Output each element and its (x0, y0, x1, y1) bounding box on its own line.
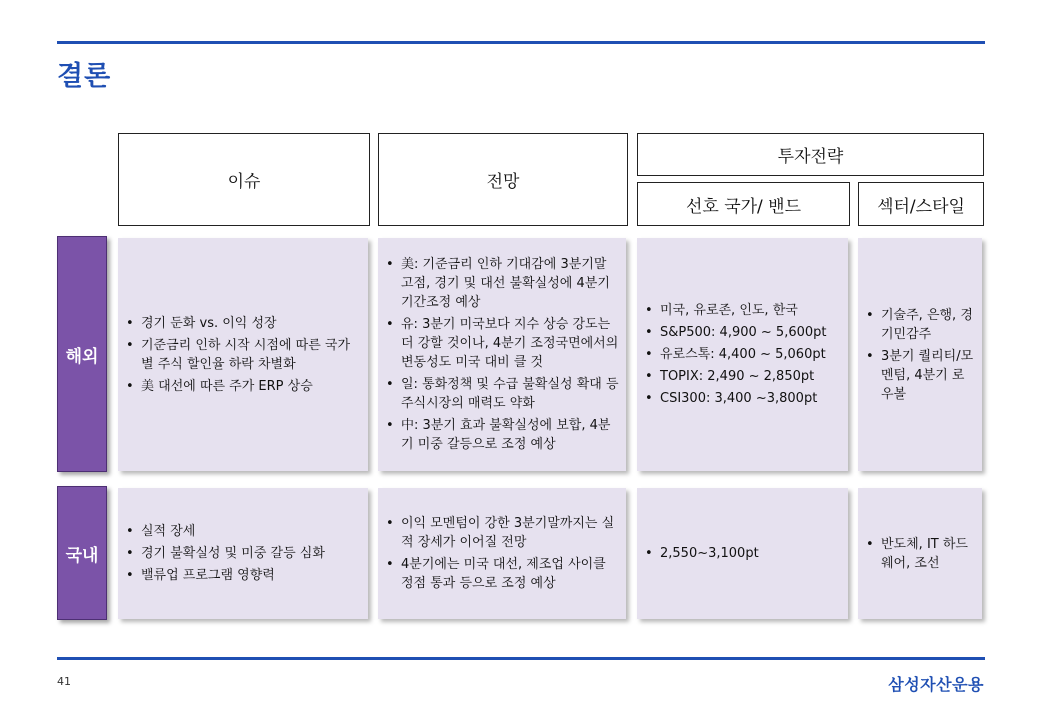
header-strategy (637, 133, 984, 176)
list-item: • 유로스톡: 4,400 ~ 5,060pt (643, 345, 842, 364)
domestic-sector-cell (858, 488, 982, 619)
page-title: 결론 (57, 61, 112, 92)
header-country-label: 선호 국가/ 밴드 (685, 196, 802, 217)
overseas-country-cell (637, 238, 848, 471)
list-item: • 美: 기준금리 인하 기대감에 3분기말 고점, 경기 및 대선 불확실성에 4분기 기간조정 예상 (384, 255, 620, 312)
overseas-issue-cell (118, 238, 368, 471)
header-issue-label: 이슈 (227, 172, 261, 192)
list-item: • 기준금리 인하 시작 시점에 따른 국가별 주식 할인율 하락 차별화 (124, 336, 362, 374)
header-sector-label: 섹터/스타일 (877, 196, 965, 217)
list-item: • 일: 통화정책 및 수급 불확실성 확대 등 주식시장의 매력도 약화 (384, 375, 620, 413)
list-item: • 반도체, IT 하드웨어, 조선 (864, 535, 976, 573)
company-logo: 삼성자산운용 (888, 675, 984, 694)
list-item: • 美 대선에 따른 주가 ERP 상승 (124, 377, 362, 396)
bullet-list (124, 311, 362, 399)
list-item: • 이익 모멘텀이 강한 3분기말까지는 실적 장세가 이어질 전망 (384, 514, 620, 552)
list-item: • 실적 장세 (124, 522, 362, 541)
overseas-sector-cell (858, 238, 982, 471)
page-number: 41 (57, 675, 71, 688)
list-item: • 경기 둔화 vs. 이익 성장 (124, 314, 362, 333)
bullet-list (643, 298, 842, 411)
list-item: • 2,550~3,100pt (643, 544, 842, 563)
header-strategy-label: 투자전략 (777, 147, 844, 167)
row-label-domestic (57, 486, 107, 620)
list-item: • 경기 불확실성 및 미중 갈등 심화 (124, 544, 362, 563)
header-sector (858, 182, 984, 226)
list-item: • 4분기에는 미국 대선, 제조업 사이클 정점 통과 등으로 조정 예상 (384, 555, 620, 593)
row-label-text: 해외 (65, 346, 99, 367)
list-item: • CSI300: 3,400 ~3,800pt (643, 389, 842, 408)
row-label-overseas (57, 236, 107, 472)
row-label-text: 국내 (65, 545, 99, 566)
header-country (637, 182, 850, 226)
list-item: • TOPIX: 2,490 ~ 2,850pt (643, 367, 842, 386)
overseas-outlook-cell (378, 238, 626, 471)
bullet-list (384, 252, 620, 457)
domestic-outlook-cell (378, 488, 626, 619)
bottom-rule (57, 657, 985, 660)
list-item: • 기술주, 은행, 경기민감주 (864, 306, 976, 344)
header-outlook (378, 133, 628, 226)
list-item: • S&P500: 4,900 ~ 5,600pt (643, 323, 842, 342)
header-outlook-label: 전망 (486, 172, 520, 192)
bullet-list (864, 532, 976, 576)
domestic-country-cell (637, 488, 848, 619)
top-rule (57, 41, 985, 44)
list-item: • 밸류업 프로그램 영향력 (124, 566, 362, 585)
bullet-list (124, 519, 362, 588)
list-item: • 유: 3분기 미국보다 지수 상승 강도는 더 강할 것이나, 4분기 조정국면에서의 변동성도 미국 대비 클 것 (384, 315, 620, 372)
bullet-list (643, 541, 842, 566)
list-item: • 미국, 유로존, 인도, 한국 (643, 301, 842, 320)
bullet-list (384, 511, 620, 596)
list-item: • 中: 3분기 효과 불확실성에 보합, 4분기 미중 갈등으로 조정 예상 (384, 416, 620, 454)
bullet-list (864, 303, 976, 407)
domestic-issue-cell (118, 488, 368, 619)
list-item: • 3분기 퀄리티/모멘텀, 4분기 로우볼 (864, 347, 976, 404)
header-issue (118, 133, 370, 226)
